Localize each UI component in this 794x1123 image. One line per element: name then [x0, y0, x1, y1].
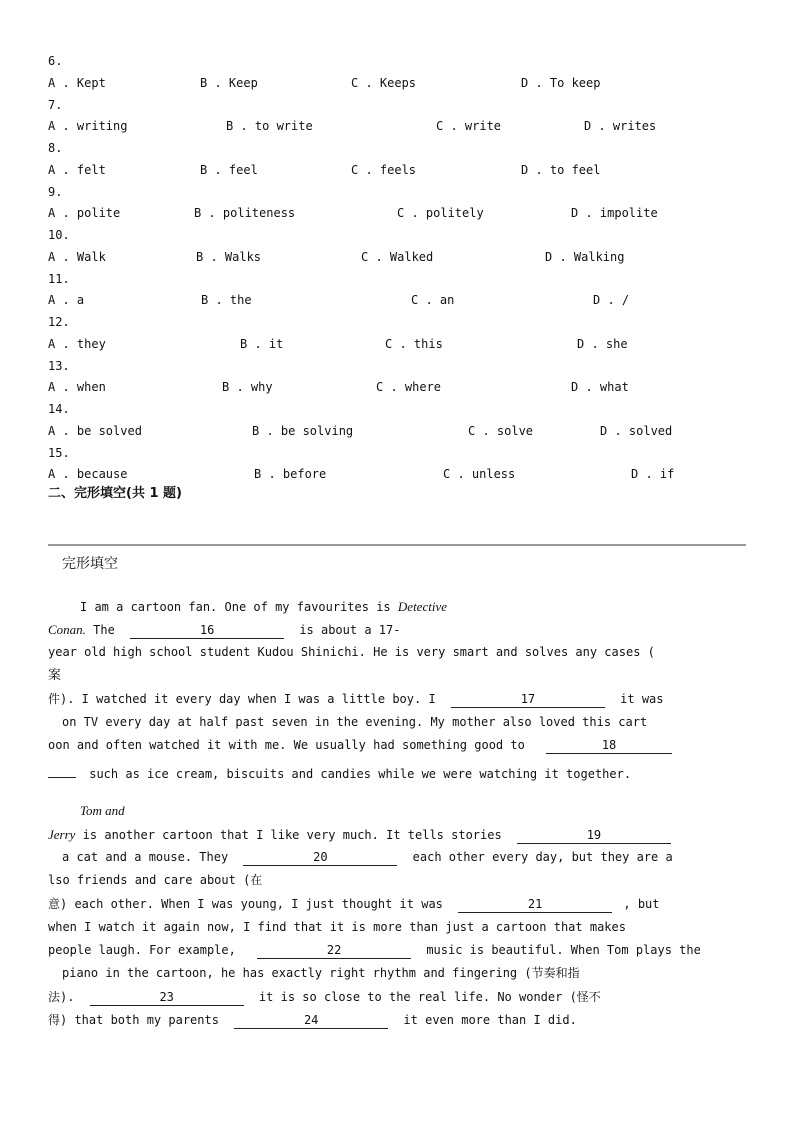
option-c[interactable]: C . Keeps — [351, 75, 417, 90]
passage-text: a cat and a mouse. They — [62, 850, 229, 864]
option-b[interactable]: B . be solving — [252, 423, 354, 438]
blank-16[interactable]: 16 — [130, 624, 284, 639]
option-d[interactable]: D . / — [593, 293, 630, 307]
passage-text: The — [93, 623, 115, 637]
blank-24[interactable]: 24 — [234, 1014, 388, 1029]
passage-text: is another cartoon that I like very much. It tells stories — [82, 828, 502, 842]
passage-text: it even more than I did. — [403, 1013, 577, 1027]
option-a[interactable]: A . be solved — [48, 423, 142, 438]
passage-text: 法). — [48, 990, 75, 1004]
question-number: 8. — [48, 141, 63, 155]
option-a[interactable]: A . when — [48, 380, 106, 394]
option-a[interactable]: A . they — [48, 336, 106, 351]
blank-21[interactable]: 21 — [458, 898, 612, 913]
option-c[interactable]: C . politely — [397, 206, 484, 220]
option-c[interactable]: C . an — [411, 293, 455, 307]
option-a[interactable]: A . a — [48, 293, 85, 307]
question-number: 9. — [48, 184, 63, 199]
option-d[interactable]: D . writes — [584, 119, 657, 133]
passage-line: when I watch it again now, I find that it is more than just a cartoon that makes — [48, 920, 626, 934]
passage-italic: Detective — [397, 599, 447, 614]
option-a[interactable]: A . polite — [48, 206, 121, 220]
option-d[interactable]: D . to feel — [521, 162, 601, 177]
question-number: 14. — [48, 402, 70, 416]
blank-19[interactable]: 19 — [517, 829, 671, 844]
option-d[interactable]: D . To keep — [521, 75, 601, 90]
blank-20[interactable]: 20 — [243, 851, 397, 866]
question-number: 6. — [48, 54, 63, 68]
option-a[interactable]: A . Walk — [48, 249, 106, 264]
passage-text: it is so close to the real life. No wonder (怪不 — [258, 990, 601, 1004]
passage-text: people laugh. For example, — [48, 943, 236, 957]
blank-23[interactable]: 23 — [90, 991, 244, 1006]
option-b[interactable]: B . to write — [226, 119, 313, 133]
option-b[interactable]: B . before — [254, 467, 327, 481]
blank-22[interactable]: 22 — [257, 944, 411, 959]
passage-line: 案 — [48, 668, 62, 683]
passage-italic: Jerry — [48, 827, 76, 842]
passage-line — [62, 851, 673, 866]
passage-text: it was — [620, 692, 664, 706]
option-a[interactable]: A . Kept — [48, 75, 106, 90]
blank-18-continuation — [48, 763, 76, 778]
passage-text: such as ice cream, biscuits and candies while we were watching it together. — [89, 767, 632, 781]
option-c[interactable]: C . where — [376, 380, 442, 394]
question-number: 12. — [48, 315, 70, 329]
option-a[interactable]: A . writing — [48, 119, 128, 133]
passage-line: lso friends and care about (在 — [48, 873, 263, 887]
passage-text: oon and often watched it with me. We usually had something good to — [48, 738, 525, 752]
question-number: 7. — [48, 97, 63, 112]
option-d[interactable]: D . she — [577, 336, 628, 351]
option-d[interactable]: D . solved — [600, 423, 673, 438]
passage-text: , but — [623, 897, 660, 911]
passage-line: piano in the cartoon, he has exactly right rhythm and fingering (节奏和指 — [62, 966, 580, 980]
question-number: 15. — [48, 445, 70, 460]
passage-text: each other every day, but they are a — [412, 850, 673, 864]
option-b[interactable]: B . the — [201, 293, 252, 307]
option-d[interactable]: D . what — [571, 380, 629, 394]
passage-text: is about a 17- — [299, 623, 401, 637]
option-b[interactable]: B . it — [240, 336, 284, 351]
passage-text: I am a cartoon fan. One of my favourites is — [80, 600, 391, 614]
option-c[interactable]: C . Walked — [361, 249, 434, 264]
option-b[interactable]: B . why — [222, 380, 273, 394]
option-d[interactable]: D . Walking — [545, 249, 625, 264]
option-b[interactable]: B . Keep — [200, 75, 258, 90]
option-c[interactable]: C . write — [436, 119, 502, 133]
option-d[interactable]: D . if — [631, 467, 675, 481]
section-heading: 二、完形填空(共 1 题) — [48, 486, 182, 501]
passage-line — [48, 763, 631, 780]
option-c[interactable]: C . solve — [468, 423, 534, 438]
option-b[interactable]: B . politeness — [194, 206, 296, 220]
passage-line: on TV every day at half past seven in the evening. My mother also loved this cart — [62, 715, 648, 729]
cloze-title: 完形填空 — [62, 556, 118, 572]
passage-line: year old high school student Kudou Shinichi. He is very smart and solves any cases ( — [48, 645, 655, 659]
passage-line — [48, 623, 400, 639]
passage-line — [48, 1014, 577, 1029]
question-number: 13. — [48, 358, 70, 373]
passage-line — [48, 828, 671, 844]
option-a[interactable]: A . felt — [48, 162, 106, 177]
option-c[interactable]: C . unless — [443, 467, 516, 481]
option-b[interactable]: B . feel — [200, 162, 258, 177]
passage-line — [48, 739, 672, 754]
blank-18[interactable]: 18 — [546, 739, 672, 754]
passage-text: 件). I watched it every day when I was a little boy. I — [48, 692, 436, 706]
option-c[interactable]: C . feels — [351, 162, 417, 177]
option-d[interactable]: D . impolite — [571, 206, 658, 220]
passage-line — [48, 944, 701, 959]
passage-line — [48, 991, 601, 1006]
passage-italic: Conan. — [48, 622, 86, 637]
question-number: 10. — [48, 228, 70, 242]
passage-line — [48, 898, 660, 913]
passage-text: 得) that both my parents — [48, 1013, 219, 1027]
divider — [48, 544, 746, 546]
passage-line — [80, 600, 447, 613]
option-a[interactable]: A . because — [48, 467, 128, 481]
passage-italic: Tom and — [80, 803, 125, 818]
passage-line — [48, 693, 664, 708]
question-number: 11. — [48, 271, 70, 286]
passage-text: 意) each other. When I was young, I just thought it was — [48, 897, 443, 911]
passage-text: music is beautiful. When Tom plays the — [426, 943, 701, 957]
option-c[interactable]: C . this — [385, 336, 443, 351]
blank-17[interactable]: 17 — [451, 693, 605, 708]
option-b[interactable]: B . Walks — [196, 249, 262, 264]
